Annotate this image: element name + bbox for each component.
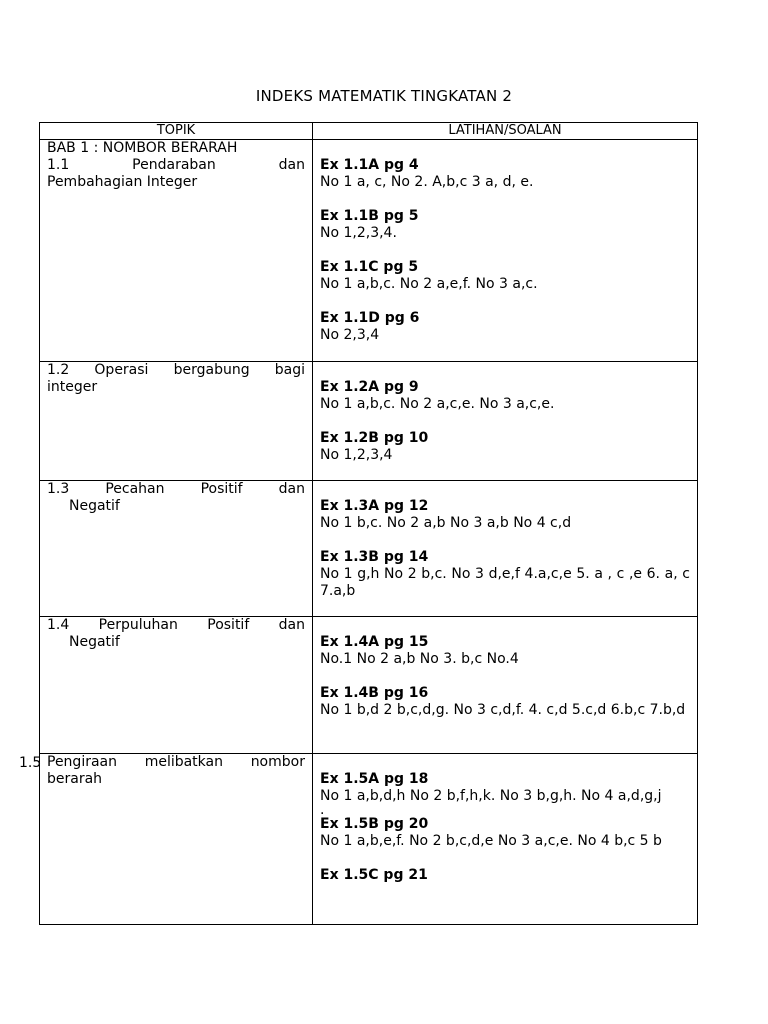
exercise-questions: No 1 g,h No 2 b,c. No 3 d,e,f 4.a,c,e 5. a , c ,e 6. a, c 7.a,b — [320, 566, 690, 599]
exercise-cell — [313, 617, 698, 754]
table-row — [40, 481, 698, 617]
exercise-heading: Ex 1.1B pg 5 — [320, 208, 419, 224]
exercise-cell — [313, 754, 698, 925]
topic-continuation: Pembahagian Integer — [47, 174, 198, 190]
exercise-heading: Ex 1.3B pg 14 — [320, 549, 429, 565]
exercise-heading: Ex 1.5B pg 20 — [320, 816, 429, 832]
exercise-heading: Ex 1.2B pg 10 — [320, 430, 429, 446]
topic-line: 1.2 Operasi bergabung bagi — [47, 362, 305, 378]
table-row — [40, 140, 698, 362]
exercise-questions: No 1,2,3,4. — [320, 225, 397, 241]
exercise-heading: Ex 1.1D pg 6 — [320, 310, 420, 326]
header-latihan: LATIHAN/SOALAN — [313, 123, 698, 140]
topic-continuation: berarah — [47, 771, 103, 787]
exercise-cell — [313, 481, 698, 617]
exercise-questions: No 1,2,3,4 — [320, 447, 393, 463]
exercise-heading: Ex 1.4B pg 16 — [320, 685, 429, 701]
topic-continuation: integer — [47, 379, 98, 395]
table-row — [40, 754, 698, 925]
chapter-heading: BAB 1 : NOMBOR BERARAH — [47, 140, 238, 156]
document-title: INDEKS MATEMATIK TINGKATAN 2 — [255, 87, 513, 105]
side-section-number: 1.5 — [19, 755, 42, 771]
topic-continuation: Negatif — [69, 498, 120, 514]
topic-cell — [40, 481, 313, 617]
topic-cell — [40, 140, 313, 362]
exercise-heading: Ex 1.1C pg 5 — [320, 259, 419, 275]
exercise-questions: No 2,3,4 — [320, 327, 380, 343]
exercise-questions: No 1 a, c, No 2. A,b,c 3 a, d, e. — [320, 174, 534, 190]
exercise-questions: No 1 a,b,e,f. No 2 b,c,d,e No 3 a,c,e. No 4 b,c 5 b — [320, 833, 662, 849]
table-header-row — [40, 123, 698, 140]
topic-cell — [40, 754, 313, 925]
exercise-cell — [313, 140, 698, 362]
header-topik: TOPIK — [40, 123, 313, 140]
topic-line: 1.1 Pendaraban dan — [47, 157, 305, 173]
exercise-questions: No 1 a,b,c. No 2 a,e,f. No 3 a,c. — [320, 276, 538, 292]
exercise-questions: No 1 b,d 2 b,c,d,g. No 3 c,d,f. 4. c,d 5.c,d 6.b,c 7.b,d — [320, 702, 686, 718]
exercise-questions: No.1 No 2 a,b No 3. b,c No.4 — [320, 651, 519, 667]
topic-cell — [40, 617, 313, 754]
topic-continuation: Negatif — [69, 634, 120, 650]
exercise-heading: Ex 1.5C pg 21 — [320, 867, 428, 883]
exercise-trailing: . — [320, 802, 325, 818]
exercise-cell — [313, 362, 698, 481]
topic-cell — [40, 362, 313, 481]
exercise-questions: No 1 a,b,c. No 2 a,c,e. No 3 a,c,e. — [320, 396, 555, 412]
topic-line: 1.3 Pecahan Positif dan — [47, 481, 305, 497]
topic-line: Pengiraan melibatkan nombor — [47, 754, 305, 770]
exercise-heading: Ex 1.3A pg 12 — [320, 498, 429, 514]
topic-line: 1.4 Perpuluhan Positif dan — [47, 617, 305, 633]
exercise-heading: Ex 1.4A pg 15 — [320, 634, 429, 650]
exercise-heading: Ex 1.1A pg 4 — [320, 157, 419, 173]
exercise-heading: Ex 1.5A pg 18 — [320, 771, 429, 787]
exercise-heading: Ex 1.2A pg 9 — [320, 379, 419, 395]
table-row — [40, 362, 698, 481]
table-row — [40, 617, 698, 754]
exercise-questions: No 1 b,c. No 2 a,b No 3 a,b No 4 c,d — [320, 515, 572, 531]
exercise-questions: No 1 a,b,d,h No 2 b,f,h,k. No 3 b,g,h. No 4 a,d,g,j — [320, 788, 662, 804]
index-table — [39, 122, 698, 925]
